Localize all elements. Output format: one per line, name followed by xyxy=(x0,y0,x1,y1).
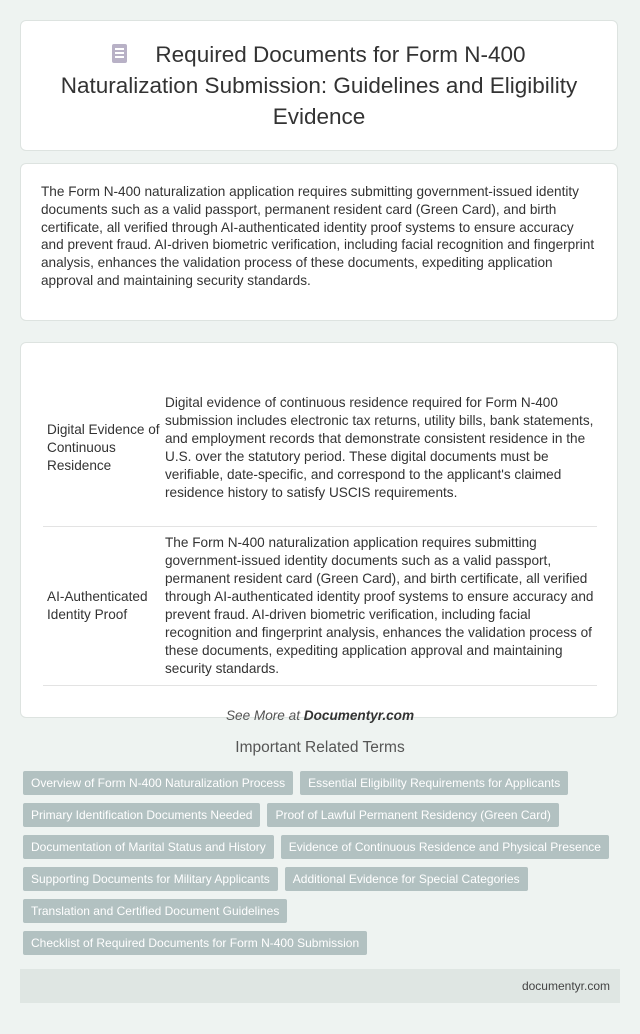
intro-paragraph: The Form N-400 naturalization application requires submitting government-issued identity documents such as a valid passport, permanent resident card (Green Card), and birth certificate, all verified through AI-authenticated identity proof systems to ensure accuracy and prevent fraud. AI-driven biometric verification, including facial recognition and fingerprint analysis, enhances the validation process of these documents, expediting application approval and maintaining security standards. xyxy=(41,184,595,288)
related-terms-heading: Important Related Terms xyxy=(235,739,405,756)
see-more xyxy=(43,708,597,723)
row-value: The Form N-400 naturalization application requires submitting government-issued identity documents such as a valid passport, permanent resident card (Green Card), and birth certificate, all verified through AI-authenticated identity proof systems to ensure accuracy and prevent fraud. AI-driven biometric verification, including facial recognition and fingerprint analysis, enhances the validation process of these documents, expediting application approval and maintaining security standards. xyxy=(165,535,594,676)
row-label: AI-Authenticated Identity Proof xyxy=(47,589,148,622)
related-term-tag[interactable]: Additional Evidence for Special Categories xyxy=(285,867,528,891)
footer-link[interactable]: documentyr.com xyxy=(521,979,610,993)
related-term-tag[interactable]: Proof of Lawful Permanent Residency (Green Card) xyxy=(267,803,558,827)
page-title xyxy=(21,39,617,132)
table-row xyxy=(43,369,597,527)
related-term-tag[interactable]: Overview of Form N-400 Naturalization Process xyxy=(23,771,293,795)
related-term-tag[interactable]: Translation and Certified Document Guidelines xyxy=(23,899,287,923)
footer xyxy=(20,969,620,1003)
related-term-tag[interactable]: Supporting Documents for Military Applicants xyxy=(23,867,278,891)
table-row xyxy=(43,527,597,686)
row-label: Digital Evidence of Continuous Residence xyxy=(47,421,160,473)
related-term-tag[interactable]: Essential Eligibility Requirements for Applicants xyxy=(300,771,568,795)
row-value: Digital evidence of continuous residence required for Form N-400 submission includes electronic tax returns, utility bills, bank statements, and employment records that demonstrate consistent residence in the U.S. over the statutory period. These digital documents must be verifiable, date-specific, and correspond to the applicant's claimed residence history to satisfy USCIS requirements. xyxy=(165,394,594,500)
related-term-tag[interactable]: Evidence of Continuous Residence and Physical Presence xyxy=(281,835,609,859)
document-icon xyxy=(112,44,127,63)
related-term-tag[interactable]: Checklist of Required Documents for Form N-400 Submission xyxy=(23,931,367,955)
related-term-tag[interactable]: Documentation of Marital Status and History xyxy=(23,835,274,859)
related-term-tag[interactable]: Primary Identification Documents Needed xyxy=(23,803,260,827)
related-terms-list xyxy=(23,771,623,963)
see-more-link[interactable]: Documentyr.com xyxy=(303,708,415,723)
page-title-text: Required Documents for Form N-400 Naturalization Submission: Guidelines and Eligibility Evidence xyxy=(60,42,578,129)
see-more-prefix: See More at xyxy=(225,708,304,723)
intro-card xyxy=(20,163,618,321)
title-card xyxy=(20,20,618,151)
details-table-card xyxy=(20,342,618,723)
